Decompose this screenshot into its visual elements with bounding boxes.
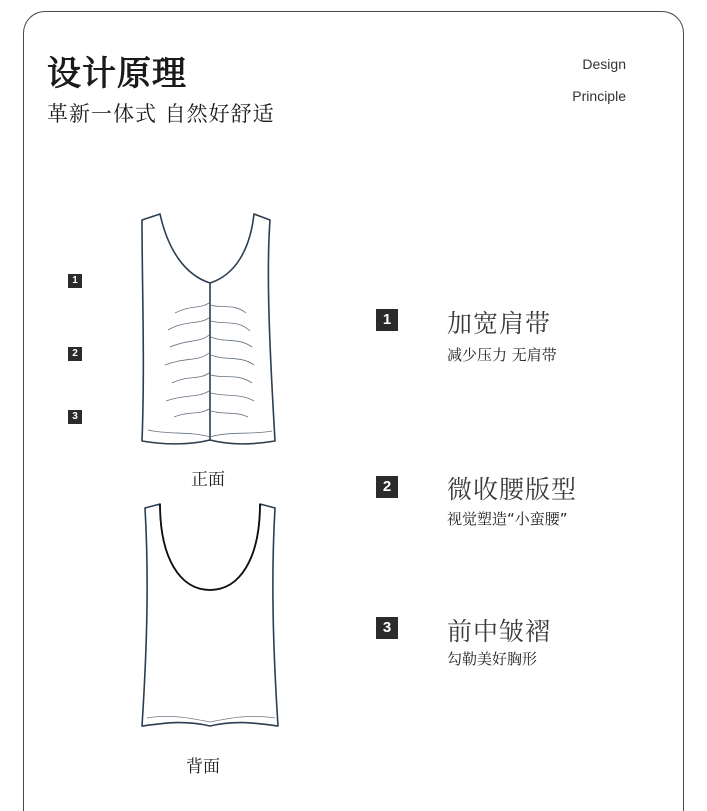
feature-2-number: 2	[376, 476, 398, 498]
page-subtitle: 革新一体式 自然好舒适	[47, 102, 275, 126]
marker-3: 3	[68, 410, 82, 424]
back-caption: 背面	[186, 757, 220, 777]
back-tank-illustration	[135, 498, 285, 733]
feature-2-title: 微收腰版型	[447, 475, 578, 504]
front-caption: 正面	[191, 470, 225, 490]
feature-1-number: 1	[376, 309, 398, 331]
feature-3-desc: 勾勒美好胸形	[447, 650, 538, 668]
feature-1-desc: 减少压力 无肩带	[447, 346, 557, 364]
marker-2: 2	[68, 347, 82, 361]
feature-1-title: 加宽肩带	[447, 309, 552, 338]
english-heading-line1: Design	[582, 56, 626, 72]
feature-3-number: 3	[376, 617, 398, 639]
english-heading-line2: Principle	[572, 88, 626, 104]
front-tank-illustration	[130, 205, 290, 455]
feature-2-desc: 视觉塑造“小蛮腰”	[447, 510, 568, 528]
marker-1: 1	[68, 274, 82, 288]
feature-3-title: 前中皱褶	[447, 617, 552, 646]
content-card	[23, 11, 684, 811]
page-title: 设计原理	[47, 54, 187, 94]
